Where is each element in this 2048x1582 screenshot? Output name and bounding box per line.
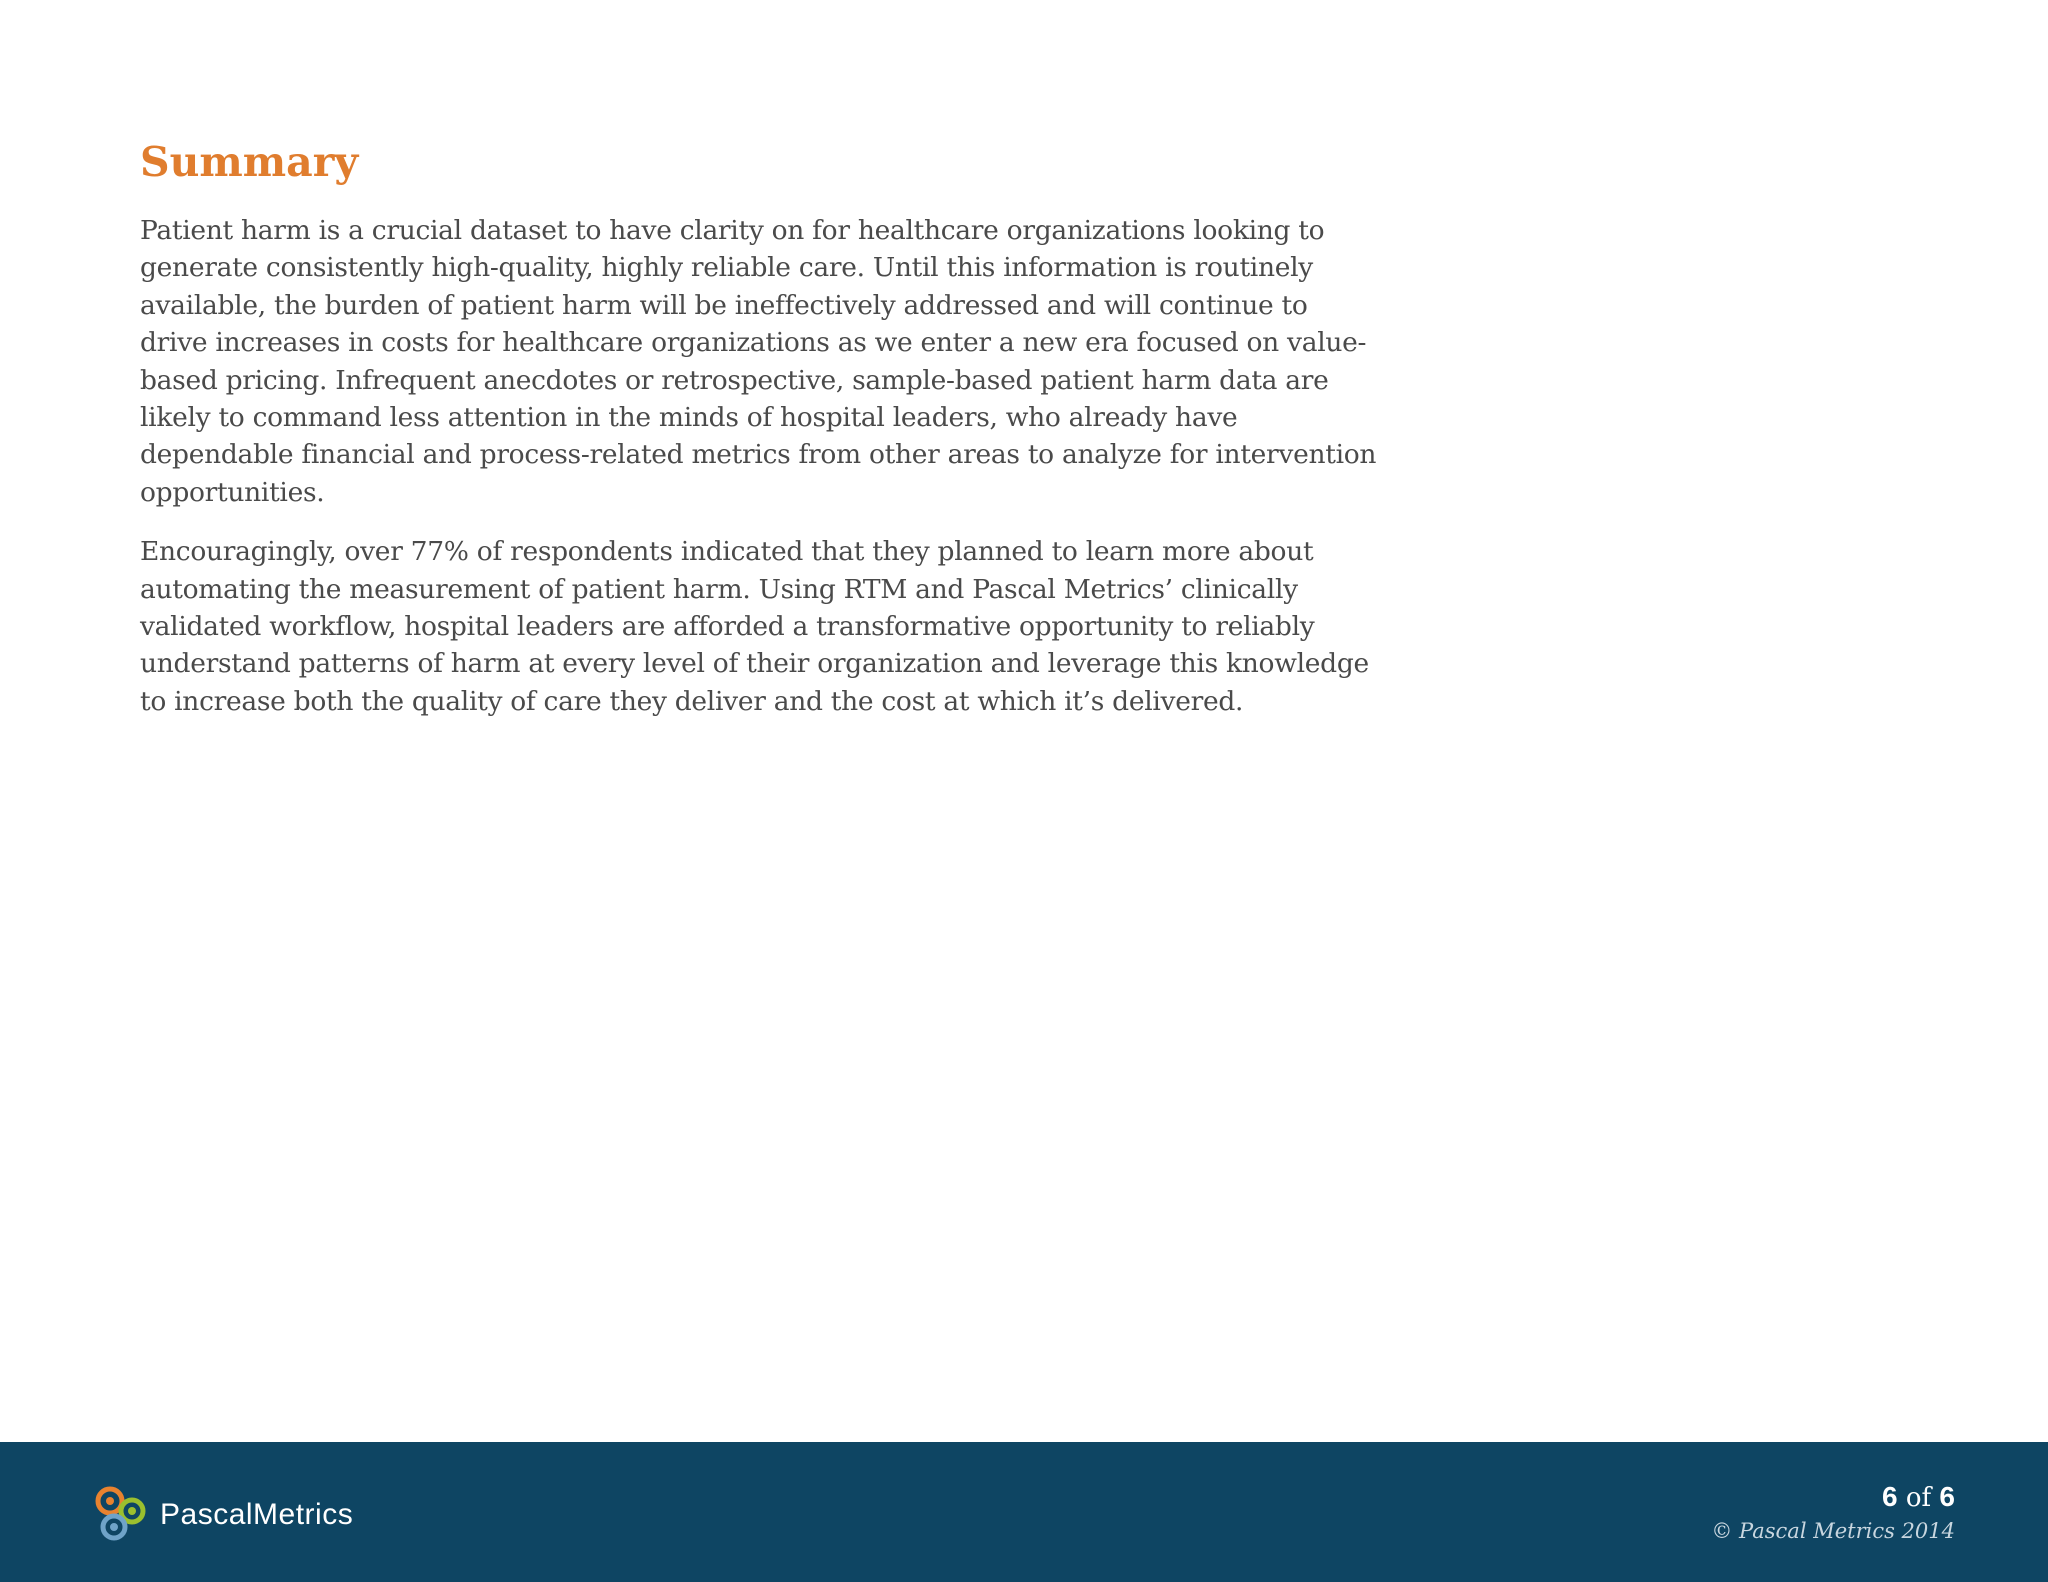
pascal-metrics-logo xyxy=(92,1482,353,1548)
summary-section xyxy=(140,132,1380,742)
page-count xyxy=(1711,1480,1955,1515)
copyright-notice: © Pascal Metrics 2014 xyxy=(1711,1519,1955,1543)
page-total: 6 xyxy=(1939,1481,1955,1512)
page-indicator xyxy=(1711,1480,1955,1547)
footer-bar xyxy=(0,1442,2048,1582)
logo-word-metrics: Metrics xyxy=(253,1498,354,1531)
pascal-metrics-logo-icon xyxy=(92,1483,156,1547)
page-current: 6 xyxy=(1882,1481,1898,1512)
logo-wordmark xyxy=(160,1498,353,1532)
page-title: Summary xyxy=(140,138,359,186)
page-of-label: of xyxy=(1905,1483,1932,1513)
summary-paragraph-1: Patient harm is a crucial dataset to have clarity on for healthcare organizations looking to generate consistently high-quality, highly reliable care. Until this information is routinely available, the burden of patient harm will be ineffectively addressed and will continue to drive increases in costs for healthcare organizations as we enter a new era focused on value-based pricing. Infrequent anecdotes or retrospective, sample-based patient harm data are likely to command less attention in the minds of hospital leaders, who already have dependable financial and process-related metrics from other areas to analyze for intervention opportunities. xyxy=(140,215,1377,508)
logo-word-pascal: Pascal xyxy=(160,1498,254,1531)
summary-paragraph-2: Encouragingly, over 77% of respondents indicated that they planned to learn more about automating the measurement of patient harm. Using RTM and Pascal Metrics’ clinically validated workflow, hospital leaders are afforded a transformative opportunity to reliably understand patterns of harm at every level of their organization and leverage this knowledge to increase both the quality of care they deliver and the cost at which it’s delivered. xyxy=(140,536,1369,717)
